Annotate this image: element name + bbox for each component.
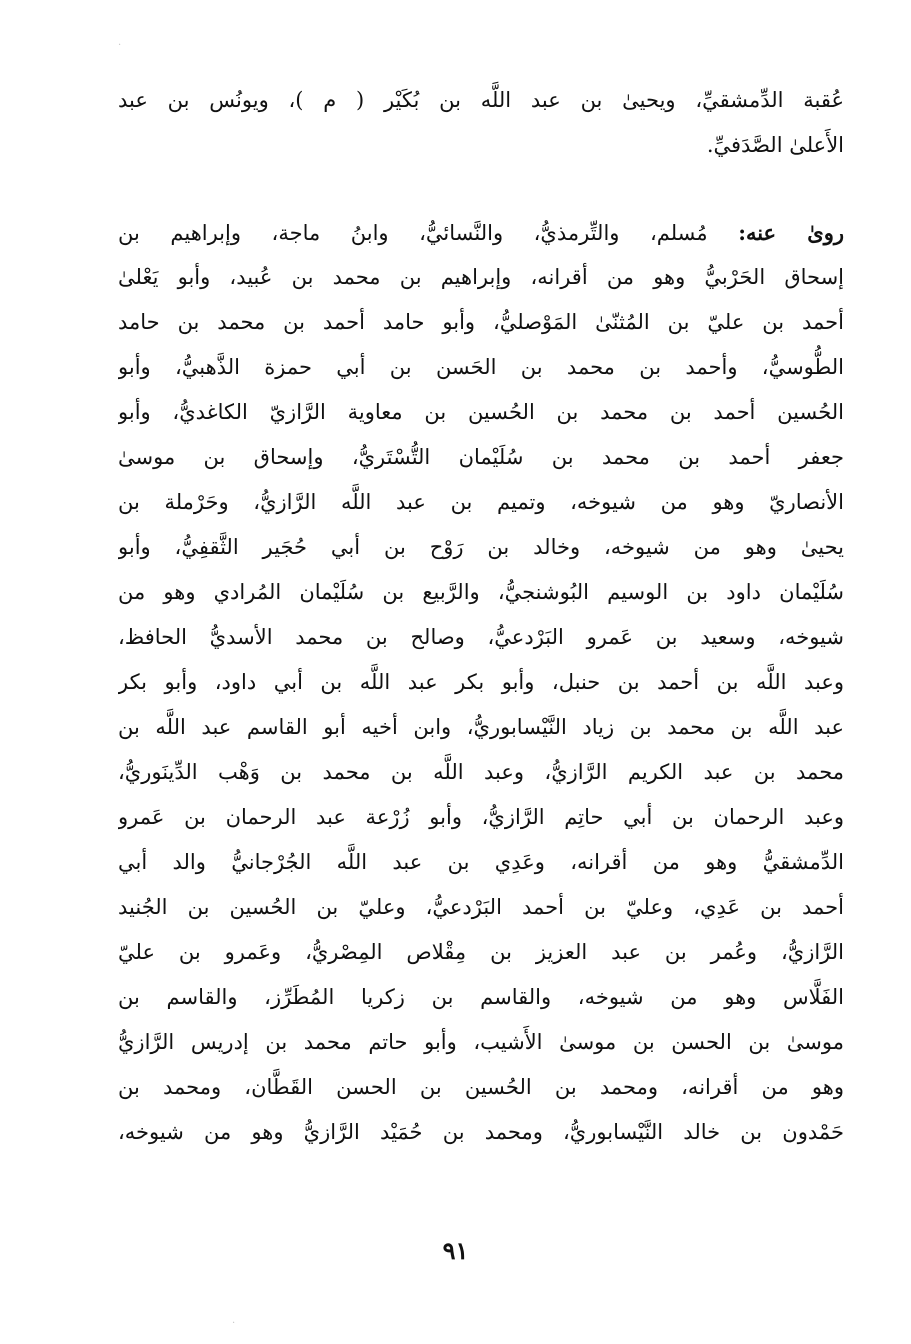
text-line: موسىٰ بن الحسن بن موسىٰ الأَشيب، وأبو حاتم محمد بن إدريس الرَّازيُّ xyxy=(118,1030,844,1054)
paragraph-narrated-by xyxy=(118,210,844,1155)
first-line-text: مُسلم، والتِّرمذيُّ، والنَّسائيُّ، وابنُ ماجة، وإبراهيم بن xyxy=(118,221,739,245)
text-line: يحيىٰ وهو من شيوخه، وخالد بن رَوْح بن أبي حُجَير الثَّقفِيُّ، وأبو xyxy=(118,535,844,559)
text-line: الحُسين أحمد بن محمد بن الحُسين بن معاوية الرَّازيّ الكاغديُّ، وأبو xyxy=(118,400,844,424)
text-line: أحمد بن عَدِي، وعليّ بن أحمد البَرْدعيُّ، وعليّ بن الحُسين بن الجُنيد xyxy=(118,895,844,919)
text-line: الدِّمشقيُّ وهو من أقرانه، وعَدِي بن عبد اللَّه الجُرْجانيُّ والد أبي xyxy=(118,850,844,874)
text-line: عبد اللَّه بن محمد بن زياد النَّيْسابوريُّ، وابن أخيه أبو القاسم عبد اللَّه بن xyxy=(118,715,844,739)
text-line: الأَعلىٰ الصَّدَفيِّ. xyxy=(706,133,844,157)
text-line: شيوخه، وسعيد بن عَمرو البَرْدعيُّ، وصالح بن محمد الأسديُّ الحافظ، xyxy=(118,625,844,649)
text-line: إسحاق الحَرْبيُّ وهو من أقرانه، وإبراهيم بن محمد بن عُبيد، وأبو يَعْلىٰ xyxy=(118,265,844,289)
text-line: الأنصاريّ وهو من شيوخه، وتميم بن عبد اللَّه الرَّازيُّ، وحَرْملة بن xyxy=(118,490,844,514)
text-line: وعبد الرحمان بن أبي حاتِم الرَّازيُّ، وأبو زُرْعة عبد الرحمان بن عَمرو xyxy=(118,805,844,829)
scan-mark-bottom: · xyxy=(232,1318,236,1329)
text-line: سُلَيْمان داود بن الوسيم البُوشنجيُّ، والرَّبيع بن سُلَيْمان المُرادي وهو من xyxy=(118,580,844,604)
page-number: ٩١ xyxy=(442,1236,469,1265)
text-line-first xyxy=(118,210,844,255)
text-line: عُقبة الدِّمشقيِّ، ويحيىٰ بن عبد اللَّه بن بُكَيْر ( م )، ويونُس بن عبد xyxy=(118,88,844,112)
text-line: حَمْدون بن خالد النَّيْسابوريُّ، ومحمد بن حُمَيْد الرَّازيُّ وهو من شيوخه، xyxy=(118,1120,844,1144)
paragraph-narrators-from xyxy=(118,78,844,168)
paragraph-gap xyxy=(118,168,844,210)
text-line: الرَّازيُّ، وعُمر بن عبد العزيز بن مِقْلاص المِصْريُّ، وعَمرو بن عليّ xyxy=(118,940,844,964)
section-keyword: رویٰ عنه: xyxy=(738,220,844,245)
text-line: وهو من أقرانه، ومحمد بن الحُسين بن الحسن القَطَّان، ومحمد بن xyxy=(118,1075,844,1099)
text-line: الطُّوسيُّ، وأحمد بن محمد بن الحَسن بن أبي حمزة الذَّهبيُّ، وأبو xyxy=(118,355,844,379)
text-line: محمد بن عبد الكريم الرَّازيُّ، وعبد اللَّه بن محمد بن وَهْب الدِّينَوريُّ، xyxy=(118,760,844,784)
text-line: جعفر أحمد بن محمد بن سُلَيْمان التُّسْتَريُّ، وإسحاق بن موسىٰ xyxy=(118,445,844,469)
document-page xyxy=(118,78,844,1155)
text-line: أحمد بن عليّ بن المُثنّىٰ المَوْصليُّ، وأبو حامد أحمد بن محمد بن حامد xyxy=(118,310,844,334)
text-line: الفَلَّاس وهو من شيوخه، والقاسم بن زكريا المُطَرِّز، والقاسم بن xyxy=(118,985,844,1009)
text-line: وعبد اللَّه بن أحمد بن حنبل، وأبو بكر عبد اللَّه بن أبي داود، وأبو بكر xyxy=(118,670,844,694)
scan-mark-top: · xyxy=(118,40,122,51)
